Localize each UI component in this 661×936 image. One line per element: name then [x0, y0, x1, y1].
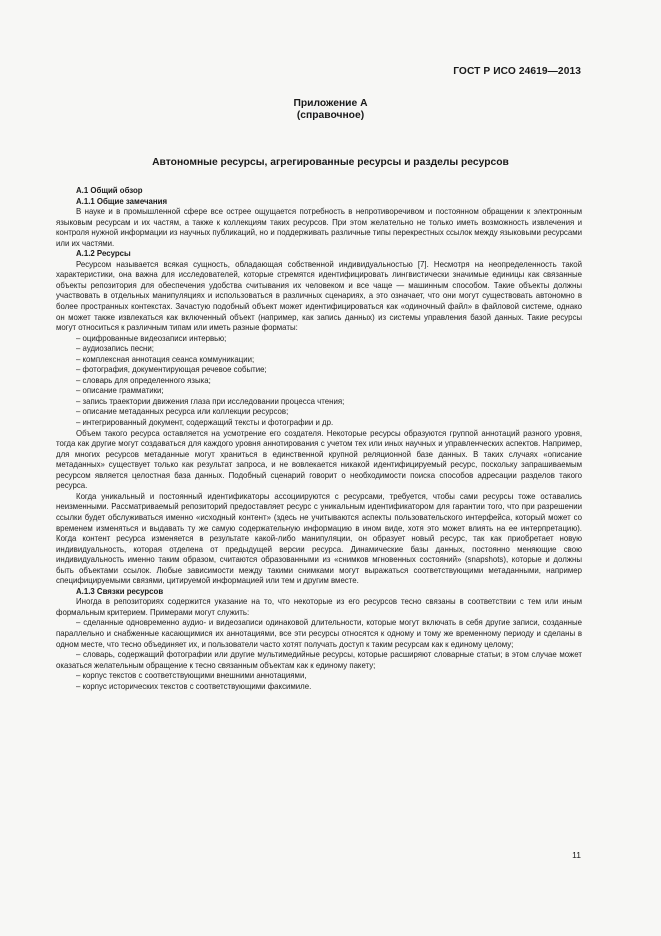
list-item: – словарь для определенного языка;: [76, 375, 211, 385]
document-body: [56, 186, 582, 692]
list-item: – комплексная аннотация сеанса коммуникации;: [76, 354, 255, 364]
section-title: Автономные ресурсы, агрегированные ресурсы и разделы ресурсов: [152, 157, 509, 168]
heading-a1-1: А.1.1 Общие замечания: [76, 196, 168, 206]
list-item: – корпус текстов с соответствующими внешними аннотациями,: [76, 671, 307, 681]
paragraph-4: Когда уникальный и постоянный идентификаторы ассоциируются с ресурсами, требуется, чтобы сами ресурсы тоже оставались неизменными. Рассматриваемый репозиторий предоставляет ресурс с уникальным идентификатором для гарантии того, что при разрешении ссылки будет обслуживаться именно «исходный контент» (здесь не учитываются аспекты пользовательского интерфейса, который может со временем изменяться и выдавать ту же самую содержательную информацию в ином виде, хотя это может влиять на ее интерпретацию). Когда контент ресурса изменяется в результате какой-либо манипуляции, он образует новый ресурс, так как приобретает новую индивидуальность, которая отделена от предыдущей версии ресурса. Динамические базы данных, постоянно меняющие свою индивидуальность именно таким образом, считаются образованными из «снимков мгновенных состояний» (snapshots), которые и должны быть объектами ссылок. Любые зависимости между такими снимками могут выражаться соответствующими метаданными, например специфицируемыми связями, цитируемой информацией или тем и другим вместе.: [56, 491, 582, 586]
paragraph-5: Иногда в репозиториях содержится указание на то, что некоторые из его ресурсов тесно связаны в соответствии с тем или иным формальным критерием. Примерами могут служить:: [56, 597, 582, 617]
list-item: – аудиозапись песни;: [76, 344, 154, 354]
paragraph-2: Ресурсом называется всякая сущность, обладающая собственной индивидуальностью [7]. Несмотря на неопределенность такой характеристики, она важна для исследователей, которые стремятся идентифицировать лингвистически значимые единицы как связанные объекты репозитория для обеспечения удобства считывания их человеком и все чаще — машинным способом. Такие объекты должны участвовать в отдельных манипуляциях и использоваться в различных сценариях, а это означает, что они могут существовать автономно в более пространных контекстах. Зачастую подобный объект может идентифицироваться как «одиночный файл» в файловой системе, однако он может также извлекаться как включенный объект (например, как запись данных) из системы управления базой данных. Такие ресурсы могут относиться к различным типам или иметь разные форматы:: [56, 259, 582, 333]
list-item: – оцифрованные видеозаписи интервью;: [76, 333, 227, 343]
document-code: ГОСТ Р ИСО 24619—2013: [453, 66, 581, 77]
heading-a1: А.1 Общий обзор: [76, 186, 143, 195]
appendix-title: Приложение А: [293, 98, 368, 109]
paragraph-1: В науке и в промышленной сфере все острее ощущается потребность в непротиворечивом и постоянном обращении к электронным языковым ресурсам и их частям, а также к коллекциям таких ресурсов. При этом желательно не только иметь возможность извлечения и контроля нужной информации из научных публикаций, но и поддерживать различные типы перекрестных ссылок между языковыми ресурсами или их частями.: [56, 207, 582, 248]
list-item: – сделанные одновременно аудио- и видеозаписи одинаковой длительности, которые могут включать в себя другие записи, созданные параллельно и снабженные касающимися их аннотациями, все эти ресурсы относятся к одному и тому же временному периоду и сделаны в одном месте, что тесно объединяет их, и пользователи часто хотят получать доступ к таким ресурсам как к единому целому;: [56, 618, 582, 649]
appendix-heading: [0, 98, 661, 122]
list-item: – интегрированный документ, содержащий тексты и фотографии и др.: [76, 418, 334, 428]
heading-a1-2: А.1.2 Ресурсы: [76, 249, 131, 259]
list-item: – описание грамматики;: [76, 386, 164, 396]
paragraph-3: Объем такого ресурса оставляется на усмотрение его создателя. Некоторые ресурсы образуются группой аннотаций разного уровня, тогда как другие могут создаваться для каждого уровня аннотирования с учетом тех или иных научных и управленческих аспектов. Например, для многих ресурсов метаданные могут храниться в единственной крупной реляционной базе данных. В таких случаях «описание метаданных» существует только как результат запроса, и не вовлекается никакой идентифицируемый ресурс, поскольку запрашиваемым ресурсом является целостная база данных. Подобный сценарий говорит о необходимости поиска способов адресации разделов такого ресурса.: [56, 428, 582, 491]
page-number: 11: [572, 850, 581, 860]
heading-a1-3: А.1.3 Связки ресурсов: [76, 586, 164, 596]
list-item: – запись траектории движения глаза при исследовании процесса чтения;: [76, 396, 345, 406]
list-item: – описание метаданных ресурса или коллекции ресурсов;: [76, 407, 289, 417]
list-item: – корпус исторических текстов с соответствующими факсимиле.: [76, 681, 312, 691]
list-item: – фотография, документирующая речевое событие;: [76, 365, 267, 375]
list-item: – словарь, содержащий фотографии или другие мультимедийные ресурсы, которые расширяют словарные статьи; в этом случае может оказаться желательным обращение к тесно связанным объектам как к единому пакету;: [56, 650, 582, 670]
appendix-subtitle: (справочное): [296, 110, 365, 121]
